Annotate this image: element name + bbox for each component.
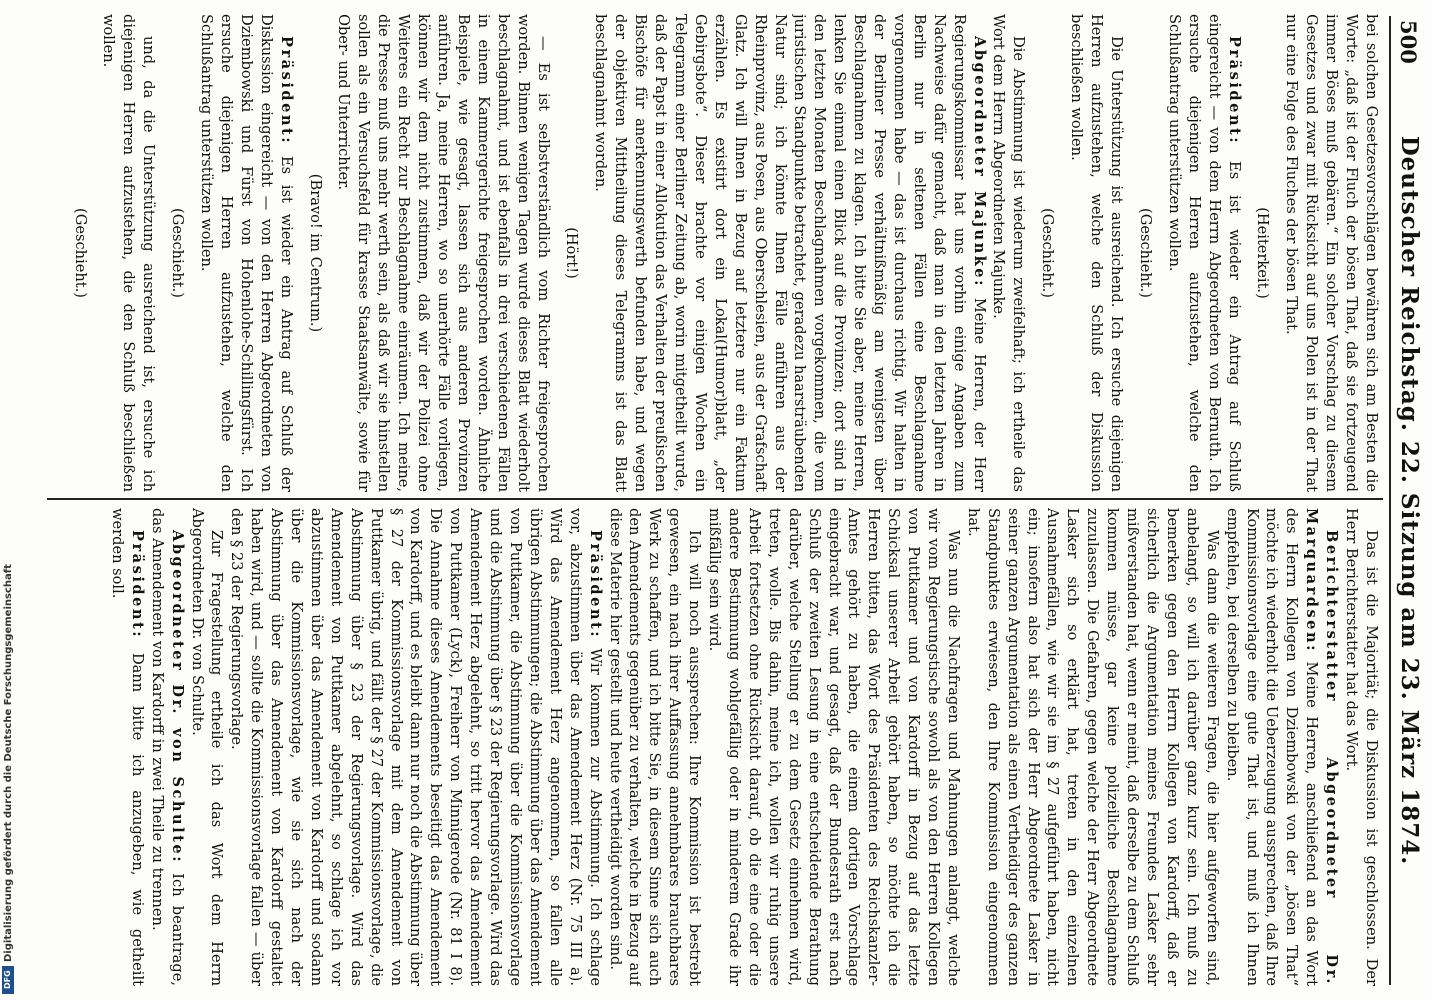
speaker-name: Präsident: (586, 530, 604, 640)
speaker-name: Abgeordneter Dr. von Schulte: (168, 530, 186, 865)
dfg-logo (2, 966, 14, 994)
body-paragraph: Das ist die Majorität; die Diskussion ist geschlossen. Der Herr Berichterstatter hat das Wort. (1343, 508, 1380, 986)
body-paragraph: — Es ist selbstverständlich vom Richter freigesprochen worden. Binnen wenigen Tagen wurde dieses Blatt wiederholt beschlagnahmt, und ist ebenfalls in drei verschiedenen Fällen in einem Kammergerichte freigesprochen worden. Ähnliche Beispiele, wie gesagt, lassen sich aus anderen Provinzen anführen. Ja, meine Herren, wo so unerhörte Fälle vorliegen, können wir dem nicht zustimmen, daß wir der Polizei ohne Weiteres ein Recht zur Beschlagnahme einräumen. Ich meine, die Presse muß uns mehr werth sein, als daß wir sie hinstellen sollen als ein Versuchsfeld für krasse Staatsanwälte, sowie für Ober- und Unterrichter. (335, 14, 552, 492)
stage-direction: (Bravo! im Centrum.) (306, 173, 324, 333)
stage-direction: (Geschieht.) (1136, 208, 1154, 298)
digitization-credit: Digitalisierung gefördert durch die Deutsche Forschungsgemeinschaft (3, 564, 14, 962)
body-paragraph: Was nun die Nachfragen und Mahnungen anlangt, welche wir vom Regierungstische sowohl als von den Herren Kollegen von Puttkamer und von Kardorff in Bezug auf das letzte Schicksal unserer Arbeit gehört haben, so möchte ich die Herren bitten, das Wort des Präsidenten des Reichskanzler-Amtes gehört zu haben, die einem dortigen Vorschlage eingebracht war, und gesagt, daß der Bundesrath erst nach Schluß der zweiten Lesung in eine entscheidende Berathung darüber, welche Stellung er zu dem Gesetz einnehmen wird, treten, wolle. Bis dahin, meine ich, wollen wir ruhig unsere Arbeit fortsetzen ohne Rücksicht darauf, ob die eine oder die andere Bestimmung wohlgefällig oder in minderem Grade ihr mißfällig sein wird. (706, 508, 962, 986)
body-paragraph: Ich will noch aussprechen: Ihre Kommission ist bestrebt gewesen, ein nach ihrer Auffassung annehmbares brauchbares Werk zu schaffen, und ich bitte Sie, in diesem Sinne sich auch den Amendements gegenüber zu verhalten, welche in Bezug auf diese Materie hier gestellt und heute vertheidigt worden sind. (606, 508, 704, 986)
body-paragraph: Die Abstimmung ist wiederum zweifelhaft; ich ertheile das Wort dem Herrn Abgeordneten Majunke. (990, 14, 1028, 492)
dfg-logo-text: DFG (3, 970, 12, 989)
stage-direction: (Geschieht.) (169, 208, 187, 298)
speech-paragraph (1222, 508, 1341, 986)
body-paragraph: und, da die Unterstützung ausreichend ist, ersuche ich diejenigen Herren aufzustehen, die den Schluß beschließen wollen. (100, 14, 158, 492)
header-rule (1389, 16, 1391, 985)
column-divider (47, 498, 1383, 500)
page-header (1393, 8, 1429, 993)
speech-paragraph (196, 14, 296, 492)
speaker-name: Präsident: (128, 530, 146, 640)
rotated-page-content (19, 8, 1429, 993)
speech-paragraph (590, 14, 988, 492)
digitization-footer (1, 0, 15, 998)
speech-text: Dann bitte ich anzugeben, wie getheilt werden soll. (108, 508, 146, 986)
speech-text: Wir kommen zur Abstimmung. Ich schlage vor, abzustimmen über das Amendement Herz (Nr. 75 III a). Wird das Amendement Herz angenommen, so fallen alle übrigen Abstimmungen; die Abstimmung über das Amendement von Puttkamer, die Abstimmung über die Kommissionsvorlage und die Abstimmung über § 23 der Regierungsvorlage. Wird das Amendement Herz abgelehnt, so tritt hervor das Amendement von Puttkamer (Lyck), Freiherr von Minnigerode (Nr. 81 I 8). Die Annahme dieses Amendements beseitigt das Amendement von Kardorff, und es bleibt dann nur noch die Abstimmung über § 27 der Kommissionsvorlage mit dem Amendement von Puttkamer übrig, und fällt der § 27 der Kommissionsvorlage, die Abstimmung über § 23 der Regierungsvorlage. Wird das Amendement von Puttkamer abgelehnt, so schlage ich vor abzustimmen über das Amendement von Kardorff und sodann über die Kommissionsvorlage, wie sie sich nach der Abstimmung über das Amendement von Kardorff gestaltet haben wird, und — sollte die Kommissionsvorlage fallen — über den § 23 der Regierungsvorlage. (228, 508, 604, 986)
stage-direction: (Hört!) (563, 227, 581, 279)
page-number: 500 (1396, 20, 1421, 64)
speech-text: Es ist wieder ein Antrag auf Schluß eingereicht — von dem Herrn Abgeordneten von Bernuth. Ich ersuche diejenigen Herren aufzustehen, welche den Schlußantrag unterstützen wollen. (1165, 14, 1243, 492)
speech-text: Meine Herren, anschließend an das Wort des Herrn Kollegen von Dziembowski von der „bösen That“ möchte ich wiederholt die Ueberzeugung aussprechen, daß Ihre Kommissionsvorlage eine gute That ist, und muß ich Ihnen empfehlen, bei derselben zu bleiben. (1223, 508, 1321, 986)
right-column (51, 508, 1381, 986)
speech-text: Ich beantrage, das Amendement von Kardorff in zwei Theile zu trennen. (148, 508, 186, 986)
body-paragraph: bei solchen Gesetzesvorschlägen bewähren sich am Besten die Worte: „daß ist der Fluch der bösen That, daß sie fortzeugend immer Böses muß gebären.“ Ein solcher Vorschlag zu diesem Gesetzes und zwar mit Rücksicht auf uns Polen ist in der That nur eine Folge des Fluches der bösen That. (1283, 14, 1380, 492)
body-paragraph: Zur Fragestellung ertheile ich das Wort dem Herrn Abgeordneten Dr. von Schulte. (188, 508, 226, 986)
page-title: Deutscher Reichstag. 22. Sitzung am 23. März 1874. (1396, 135, 1423, 866)
speech-text: Es ist wieder ein Antrag auf Schluß der Diskussion eingereicht — von den Herren Abgeordneten von Dziembowski und Fürst von Hohenlohe-Schillingsfürst. Ich ersuche diejenigen Herren aufzustehen, welche den Schlußantrag unterstützen wollen. (198, 14, 295, 492)
speaker-name: Abgeordneter Majunke: (970, 36, 988, 288)
speech-paragraph (226, 508, 604, 986)
speaker-name: Präsident: (277, 36, 295, 146)
left-column (51, 14, 1381, 492)
stage-direction: (Geschieht.) (1039, 208, 1057, 298)
speech-text: Meine Herren, der Herr Regierungskommissar hat uns vorhin einige Angaben zum Nachweise dafür gemacht, daß man in den letzten Jahren in Berlin nur in seltenen Fällen eine Beschlagnahme vorgenommen habe — das ist durchaus richtig. Wir halten in der Berliner Presse verhältnißmäßig am wenigsten über Beschlagnahmen zu klagen. Ich bitte Sie aber, meine Herren, lenken Sie einmal einen Blick auf die Provinzen; dort sind in den letzten Monaten Beschlagnahmen vorgekommen, die vom juristischen Standpunkte betrachtet, geradezu haarsträubenden Natur sind; ich könnte Ihnen Fälle anführen aus der Rheinprovinz, aus Posen, aus Oberschlesien, aus der Grafschaft Glatz. Ich will Ihnen in Bezug auf letztere nur ein Faktum erzählen. Es existirt dort ein Lokal(Humor)blatt, „der Gebirgsbote“. Dieser brachte vor einigen Wochen ein Telegramm einer Berliner Zeitung ab, worin mitgetheilt wurde, daß der Papst in einer Allokution das Verhalten der preußischen Bischöfe für anerkennungswerth befunden habe, und wegen der objektiven Mittheilung dieses Telegramms ist das Blatt beschlagnahmt worden. (592, 14, 988, 492)
speech-paragraph (107, 508, 147, 986)
stage-direction: (Heiterkeit.) (1254, 207, 1272, 299)
speech-paragraph (1164, 14, 1244, 492)
body-paragraph: Was dann die weiteren Fragen, die hier aufgeworfen sind, anbelangt, so will ich darüber ganz kurz sein. Ich muß zu bemerken gegen den Herrn Kollegen von Kardorff, daß er sicherlich die Argumentation meines Freundes Lasker sehr mißverstanden hat, wenn er meint, daß derselbe zu dem Schluß kommen müsse, gar keine polizeiliche Beschlagnahme zuzulassen. Die Gefahren, gegen welche der Herr Abgeordnete Lasker sich so erklärt hat, treten in den einzelnen Ausnahmefällen, wie wir sie im § 27 aufgeführt haben, nicht ein; insofern also hat sich der Herr Abgeordnete Lasker in seiner ganzen Argumentation als einen Vertheidiger des ganzen Standpunktes erwiesen, den Ihre Kommission eingenommen hat. (964, 508, 1221, 986)
speech-paragraph (147, 508, 187, 986)
stage-direction: (Geschieht.) (71, 208, 89, 298)
speaker-name: Berichterstatter Abgeordneter Dr. Marquardsen: (1303, 508, 1341, 986)
body-paragraph: Die Unterstützung ist ausreichend. Ich ersuche diejenigen Herren aufzustehen, welche den Schluß der Diskussion beschließen wollen. (1068, 14, 1126, 492)
speaker-name: Präsident: (1225, 36, 1243, 146)
